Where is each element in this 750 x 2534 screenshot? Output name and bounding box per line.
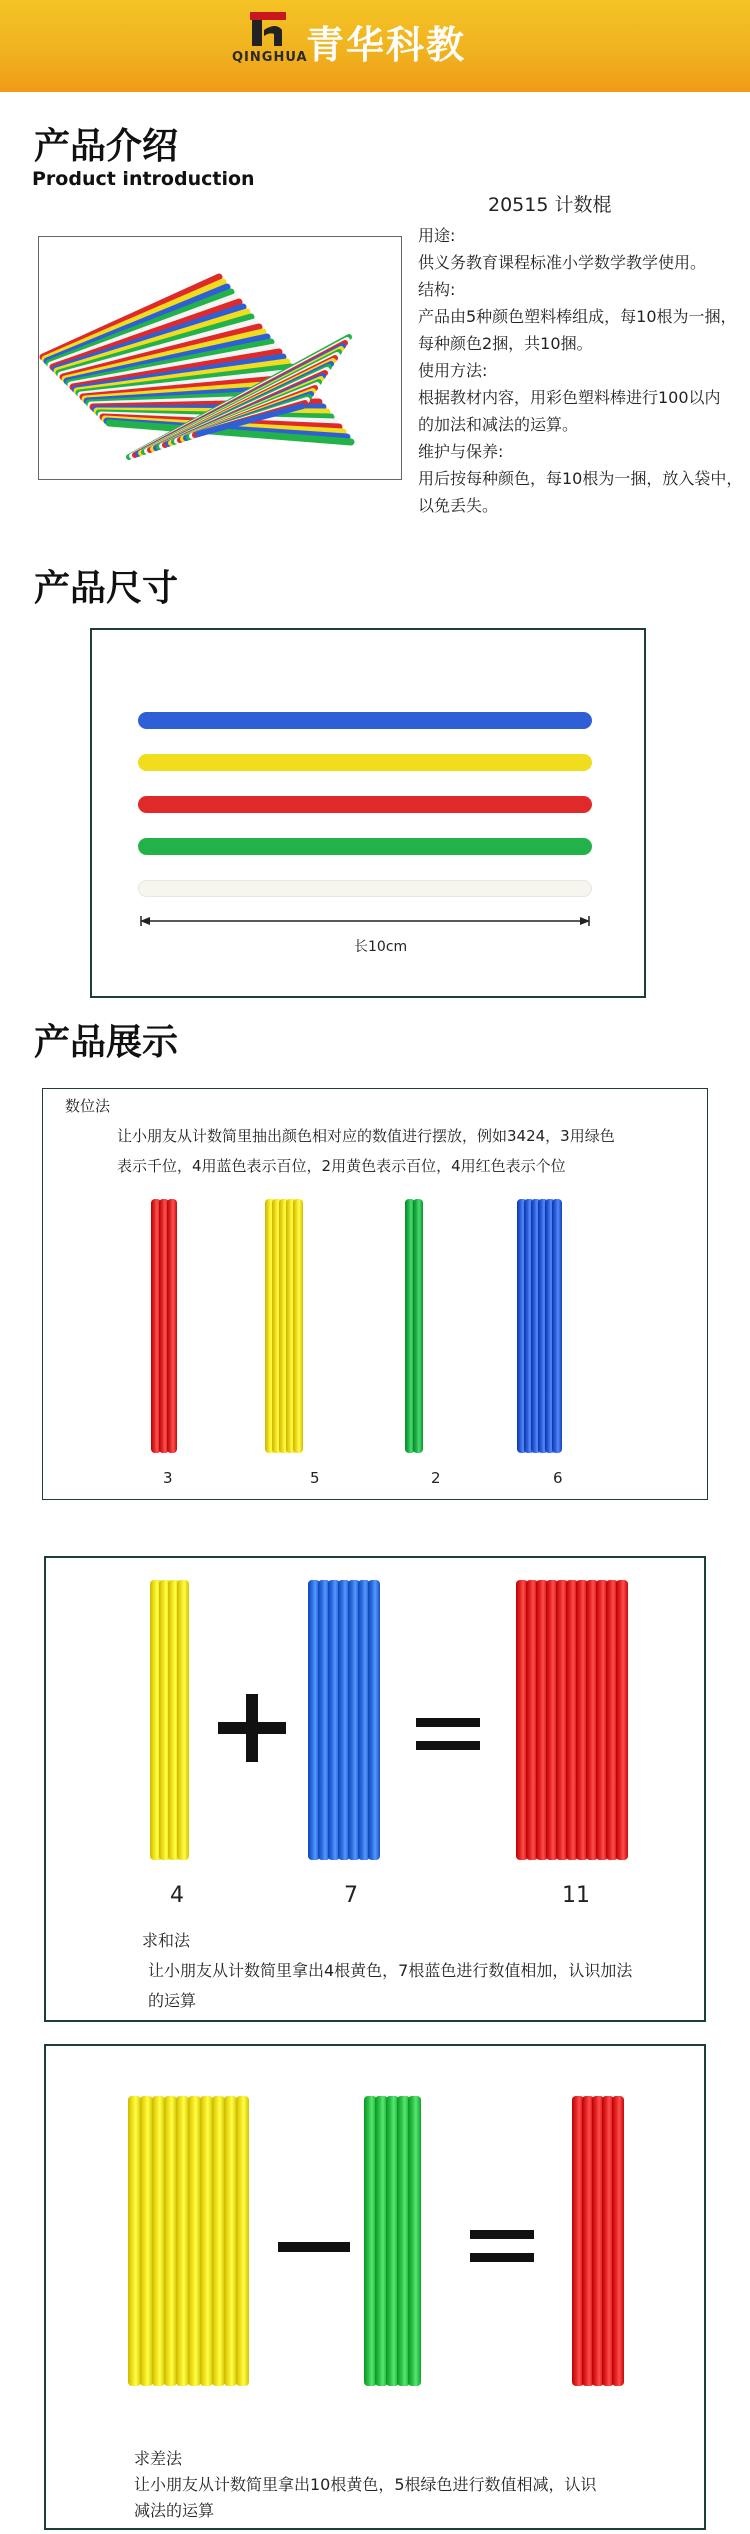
addition-desc-line: 的运算 [148,1991,197,2010]
counting-stick [413,1199,423,1453]
section-title-showcase: 产品展示 [34,1022,179,1063]
addition-desc-line: 让小朋友从计数简里拿出4根黄色，7根蓝色进行数值相加，认识加法 [148,1961,633,1980]
subtraction-heading: 求差法 [134,2449,183,2468]
addition-frame [44,1556,706,2022]
counting-stick [616,1580,628,1860]
place-value-number: 3 [163,1469,173,1487]
desc-line: 用后按每种颜色，每10根为一捆，放入袋中， [418,469,743,488]
addend-number: 7 [344,1883,358,1908]
equals-sign [416,1714,480,1754]
desc-line: 使用方法: [418,361,488,380]
place-value-number: 2 [431,1469,441,1487]
plus-sign [218,1694,286,1762]
counting-stick [612,2096,624,2386]
size-stick-white [138,880,592,897]
desc-line: 产品由5种颜色塑料棒组成，每10根为一捆， [418,307,737,326]
counting-stick [236,2096,249,2386]
desc-line: 的加法和减法的运算。 [418,415,579,434]
size-frame [90,628,646,998]
desc-line: 结构: [418,280,456,299]
subtraction-desc-line: 让小朋友从计数简里拿出10根黄色，5根绿色进行数值相减，认识 [134,2475,597,2494]
brand-name-english: QINGHUA [232,50,308,65]
addition-heading: 求和法 [142,1931,191,1950]
counting-stick [368,1580,380,1860]
size-stick-yellow [138,754,592,771]
length-label: 长10cm [354,939,408,955]
desc-line: 每种颜色2捆，共10捆。 [418,334,593,353]
equals-sign [470,2226,534,2266]
section-subtitle-intro: Product introduction [32,168,255,190]
section-title-intro: 产品介绍 [34,126,179,167]
counting-stick [408,2096,421,2386]
product-name: 20515 计数棍 [488,194,612,216]
desc-line: 以免丢失。 [418,496,499,515]
desc-line: 供义务教育课程标准小学数学教学使用。 [418,253,707,272]
qinghua-logo-icon [248,8,288,48]
section-title-size: 产品尺寸 [34,568,179,609]
header-banner [0,0,750,92]
addend-number: 4 [170,1883,184,1908]
desc-line: 用途: [418,226,456,245]
counting-stick [293,1199,303,1453]
length-arrow [140,916,590,926]
size-stick-blue [138,712,592,729]
subtraction-frame [44,2044,706,2530]
counting-stick [552,1199,562,1453]
sum-number: 11 [562,1883,590,1908]
counting-stick [177,1580,189,1860]
size-stick-green [138,838,592,855]
brand-name-chinese: 青华科教 [306,22,467,67]
place-value-desc-line: 表示千位，4用蓝色表示百位，2用黄色表示百位，4用红色表示个位 [117,1157,566,1175]
minus-sign [278,2242,350,2254]
product-photo [38,236,402,480]
place-value-heading: 数位法 [65,1097,111,1115]
place-value-desc-line: 让小朋友从计数简里抽出颜色相对应的数值进行摆放，例如3424，3用绿色 [117,1127,615,1145]
desc-line: 维护与保养: [418,442,504,461]
counting-stick [167,1199,177,1453]
size-stick-red [138,796,592,813]
subtraction-desc-line: 减法的运算 [134,2501,215,2520]
place-value-number: 5 [310,1469,320,1487]
desc-line: 根据教材内容，用彩色塑料棒进行100以内 [418,388,721,407]
place-value-frame [42,1088,708,1500]
place-value-number: 6 [553,1469,563,1487]
